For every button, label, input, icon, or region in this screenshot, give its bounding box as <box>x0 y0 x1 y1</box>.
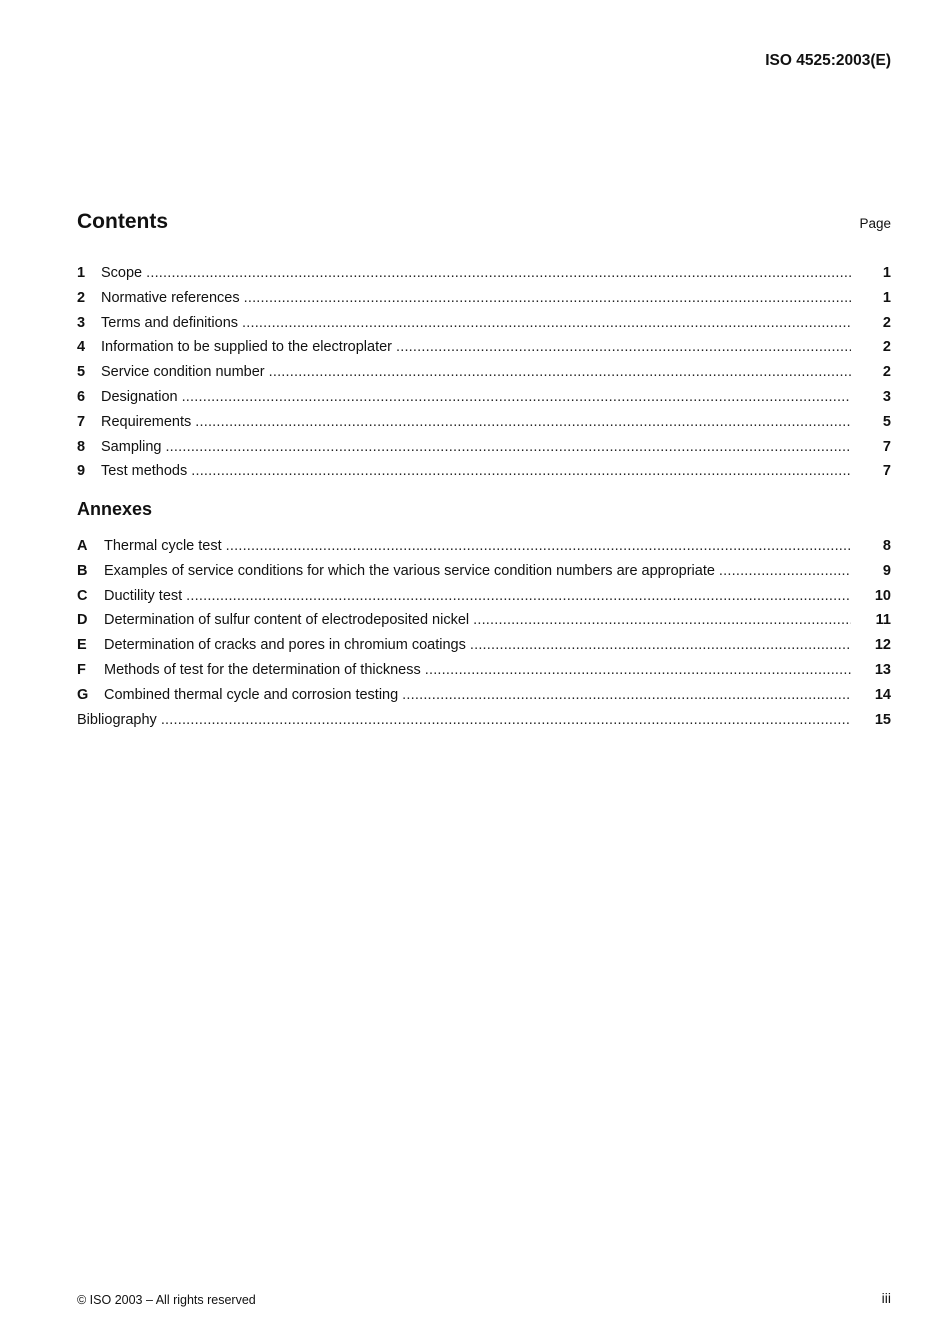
clause-list <box>77 261 891 484</box>
entry-number: 5 <box>77 364 86 381</box>
toc-entry[interactable] <box>77 584 891 609</box>
entry-title: Examples of service conditions for which the various service condition numbers are appropriate <box>104 562 715 579</box>
entry-page: 3 <box>882 388 891 405</box>
toc-entry[interactable] <box>77 559 891 584</box>
entry-number: 3 <box>77 314 86 331</box>
entry-number: A <box>77 538 88 554</box>
entry-page: 1 <box>882 289 891 306</box>
toc-entry[interactable] <box>77 435 891 460</box>
entry-title: Sampling <box>101 438 162 455</box>
toc-entry[interactable] <box>77 633 891 658</box>
dot-leader <box>165 435 851 460</box>
toc-entry[interactable] <box>77 658 891 683</box>
toc-entry[interactable] <box>77 683 891 708</box>
annexes-heading: Annexes <box>77 499 153 519</box>
toc-entry[interactable] <box>77 286 891 311</box>
dot-leader <box>425 658 851 683</box>
entry-title: Combined thermal cycle and corrosion testing <box>104 686 399 703</box>
entry-page: 2 <box>882 364 891 381</box>
entry-number: 7 <box>77 413 86 430</box>
contents-header <box>77 210 891 234</box>
entry-page: 15 <box>874 711 891 728</box>
toc-entry[interactable] <box>77 360 891 385</box>
entry-title: Determination of cracks and pores in chromium coatings <box>104 637 466 654</box>
entry-number: 8 <box>77 438 86 455</box>
dot-leader <box>269 360 851 385</box>
annex-list <box>77 534 891 732</box>
entry-page: 13 <box>874 661 891 678</box>
document-id: ISO 4525:2003(E) <box>765 52 891 69</box>
entry-title: Scope <box>101 265 143 281</box>
toc-entry[interactable] <box>77 410 891 435</box>
entry-number: 9 <box>77 463 86 480</box>
dot-leader <box>396 335 851 360</box>
dot-leader <box>226 534 851 559</box>
dot-leader <box>182 385 851 410</box>
entry-title: Designation <box>101 388 178 405</box>
entry-title: Test methods <box>101 463 188 480</box>
dot-leader <box>186 584 851 609</box>
dot-leader <box>244 286 851 311</box>
dot-leader <box>191 459 851 484</box>
entry-title: Terms and definitions <box>101 314 239 331</box>
entry-number: 2 <box>77 289 86 306</box>
entry-number: 4 <box>77 339 86 356</box>
toc-entry[interactable] <box>77 385 891 410</box>
entry-number: B <box>77 562 88 579</box>
entry-number: D <box>77 612 88 629</box>
page-column-label: Page <box>859 216 891 231</box>
entry-title: Methods of test for the determination of thickness <box>104 661 421 678</box>
entry-title: Requirements <box>101 413 192 430</box>
entry-title: Ductility test <box>104 587 183 604</box>
dot-leader <box>242 311 851 336</box>
entry-title: Determination of sulfur content of electrodeposited nickel <box>104 612 470 629</box>
entry-page: 8 <box>882 538 891 554</box>
entry-page: 9 <box>882 562 891 579</box>
entry-number: C <box>77 587 88 604</box>
dot-leader <box>161 708 851 733</box>
entry-number: G <box>77 686 89 703</box>
entry-title: Service condition number <box>101 364 265 381</box>
entry-page: 1 <box>882 265 891 281</box>
entry-title: Thermal cycle test <box>104 538 222 554</box>
dot-leader <box>146 261 851 286</box>
entry-page: 7 <box>882 463 891 480</box>
toc-entry[interactable] <box>77 608 891 633</box>
dot-leader <box>473 608 851 633</box>
entry-page: 2 <box>882 314 891 331</box>
entry-page: 5 <box>882 413 891 430</box>
entry-number: F <box>77 661 86 678</box>
entry-title: Information to be supplied to the electroplater <box>101 339 392 356</box>
dot-leader <box>402 683 851 708</box>
toc-entry[interactable] <box>77 459 891 484</box>
entry-page: 2 <box>882 339 891 356</box>
contents-title: Contents <box>77 210 168 233</box>
entry-title: Bibliography <box>77 711 157 728</box>
toc-entry-bibliography[interactable] <box>77 708 891 733</box>
toc-entry[interactable] <box>77 311 891 336</box>
entry-page: 10 <box>874 587 891 604</box>
entry-title: Normative references <box>101 289 240 306</box>
dot-leader <box>470 633 851 658</box>
dot-leader <box>195 410 851 435</box>
dot-leader <box>719 559 851 584</box>
entry-number: 6 <box>77 388 86 405</box>
toc-entry[interactable] <box>77 534 891 559</box>
entry-page: 11 <box>875 612 891 629</box>
toc-entry[interactable] <box>77 261 891 286</box>
copyright-notice: © ISO 2003 – All rights reserved <box>77 1293 256 1307</box>
page-number: iii <box>881 1290 891 1306</box>
entry-page: 7 <box>882 438 891 455</box>
entry-page: 12 <box>874 637 891 654</box>
entry-page: 14 <box>874 686 891 703</box>
entry-number: E <box>77 637 87 654</box>
toc-entry[interactable] <box>77 335 891 360</box>
entry-number: 1 <box>77 265 86 281</box>
